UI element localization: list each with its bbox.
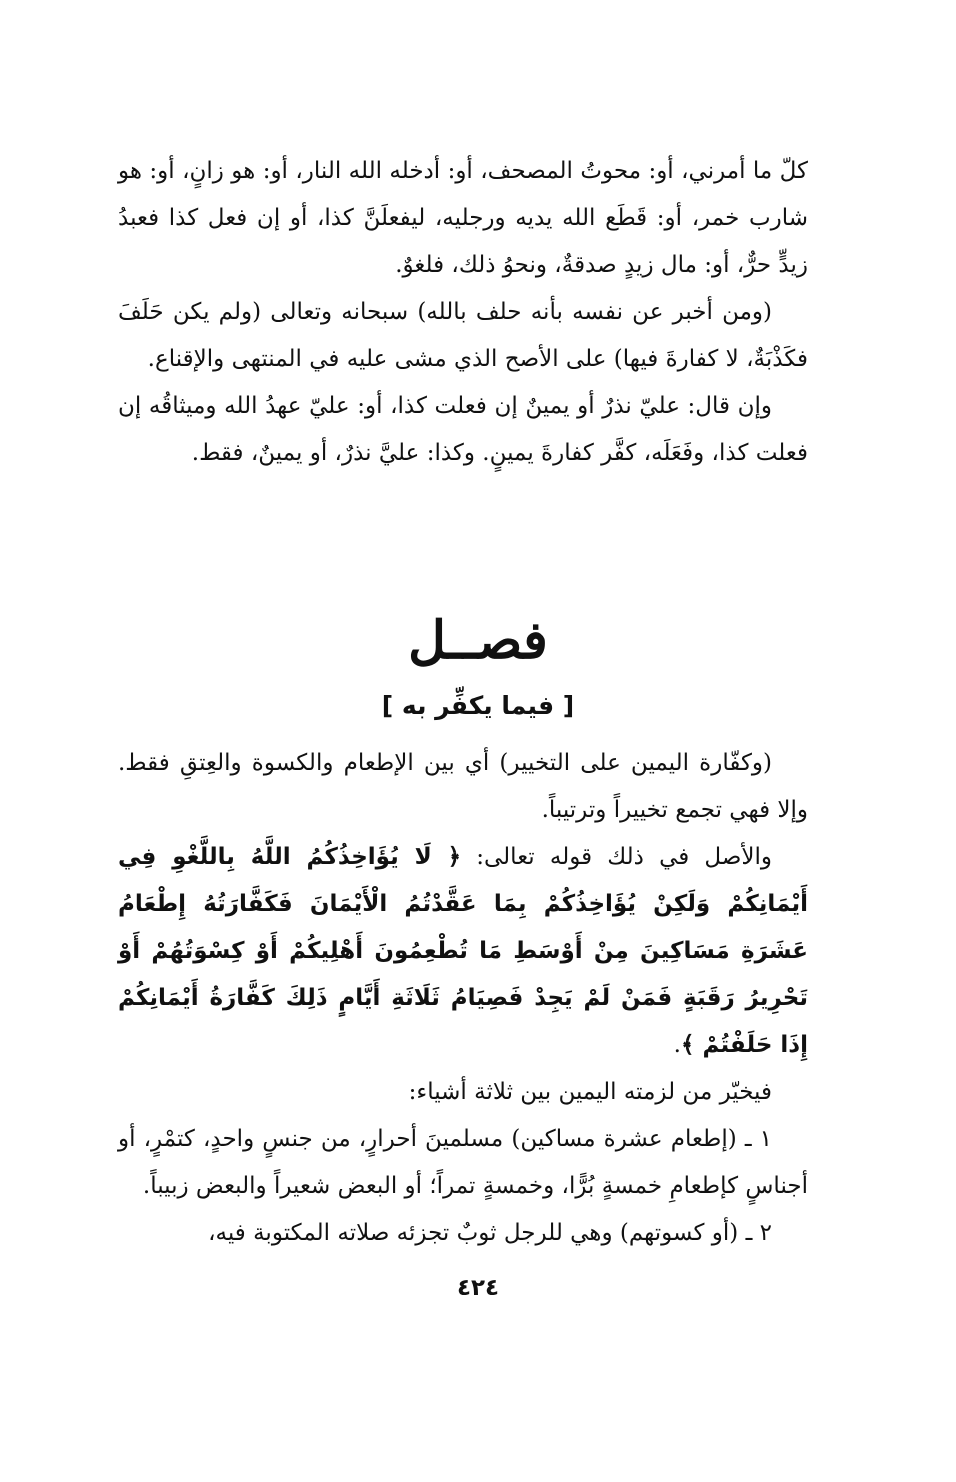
- paragraph-2: (ومن أخبر عن نفسه بأنه حلف بالله) سبحانه وتعالى (ولم يكن حَلَفَ فكَذْبَةٌ، لا كفارةَ فيها) على الأصح الذي مشى عليه في المنتهى والإقناع.: [118, 299, 808, 372]
- paragraph-7: ١ ـ (إطعام عشرة مساكين) مسلمينَ أحرارٍ، من جنسٍ واحدٍ، كتمْرٍ، أو أجناسٍ كإطعامِ خمسةٍ بُرًّا، وخمسةٍ تمراً؛ أو البعض شعيراً والبعض زبيباً.: [118, 1126, 808, 1199]
- fasl-heading: فصــل: [408, 610, 548, 671]
- paragraph-5: [118, 834, 808, 1069]
- top-text-block: [118, 148, 808, 477]
- paragraph-3: وإن قال: عليّ نذرٌ أو يمينٌ إن فعلت كذا، أو: عليّ عهدُ الله وميثاقُه إن فعلت كذا، وفَعَلَه، كفَّر كفارةَ يمينٍ. وكذا: عليَّ نذرٌ، أو يمينٌ، فقط.: [118, 393, 808, 466]
- section-title: [ فيما يكفِّر به ]: [381, 691, 575, 720]
- paragraph-4: (وكفّارة اليمين على التخيير) أي بين الإطعام والكسوة والعِتقِ فقط. وإلا فهي تجمع تخييراً وترتيباً.: [118, 750, 808, 823]
- page-number: ٤٢٤: [456, 1275, 500, 1301]
- quran-verse: ﴿ لَا يُؤَاخِذُكُمُ اللَّهُ بِاللَّغْوِ فِي أَيْمَانِكُمْ وَلَكِنْ يُؤَاخِذُكُمْ بِمَا عَقَّدْتُمُ الْأَيْمَانَ فَكَفَّارَتُهُ إِطْعَامُ عَشَرَةِ مَسَاكِينَ مِنْ أَوْسَطِ مَا تُطْعِمُونَ أَهْلِيكُمْ أَوْ كِسْوَتُهُمْ أَوْ تَحْرِيرُ رَقَبَةٍ فَمَنْ لَمْ يَجِدْ فَصِيَامُ ثَلَاثَةِ أَيَّامٍ ذَلِكَ كَفَّارَةُ أَيْمَانِكُمْ إِذَا حَلَفْتُمْ ﴾: [118, 844, 808, 1058]
- paragraph-5-end: .: [673, 1032, 681, 1058]
- main-text-block: [118, 740, 808, 1257]
- paragraph-5-intro: والأصل في ذلك قوله تعالى:: [461, 844, 772, 870]
- paragraph-6: فيخيّر من لزمته اليمين بين ثلاثة أشياء:: [408, 1079, 772, 1105]
- paragraph-8: ٢ ـ (أو كسوتهم) وهي للرجل ثوبٌ تجزئه صلاته المكتوبة فيه،: [208, 1220, 772, 1246]
- paragraph-1: كلّ ما أمرني، أو: محوتُ المصحف، أو: أدخله الله النار، أو: هو زانٍ، أو: هو شارب خمر، أو: قَطَع الله يديه ورجليه، ليفعلَنَّ كذا، أو إن فعل كذا فعبدُ زيدٍّ حرٌّ، أو: مال زيدٍ صدقةٌ، ونحوُ ذلك، فلغوٌ.: [118, 158, 808, 278]
